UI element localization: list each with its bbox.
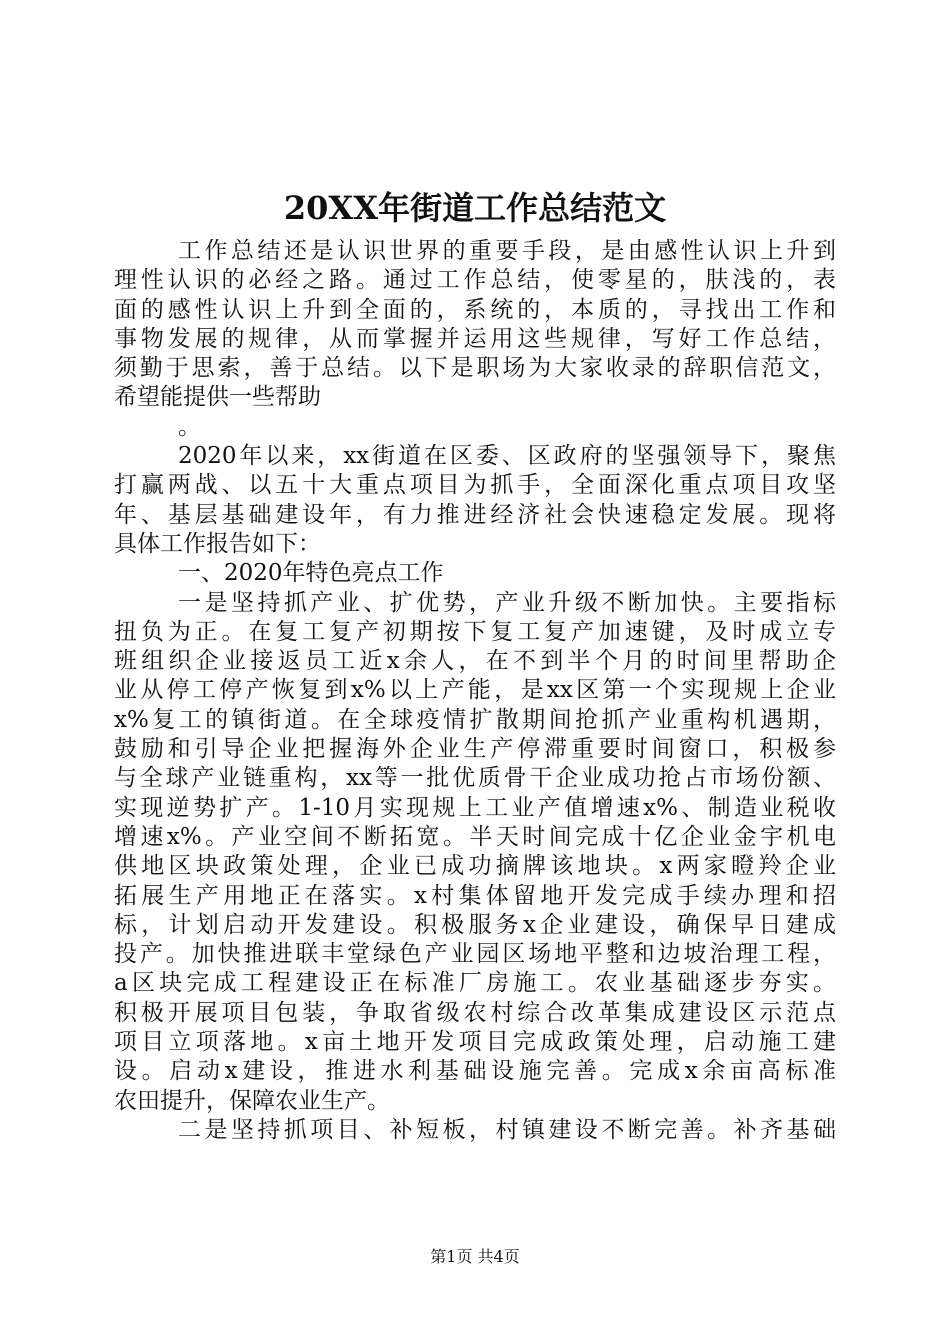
paragraph-line: 具体工作报告如下： — [114, 530, 321, 557]
paragraph-line: 鼓励和引导企业把握海外企业生产停滞重要时间窗口，积极参 — [114, 736, 836, 763]
document-body — [114, 237, 836, 1145]
paragraph-line: 农田提升，保障农业生产。 — [114, 1087, 390, 1114]
paragraph-line: 供地区块政策处理，企业已成功摘牌该地块。x两家瞪羚企业 — [114, 853, 836, 880]
paragraph-line: x%复工的镇街道。在全球疫情扩散期间抢抓产业重构机遇期， — [114, 706, 836, 733]
paragraph-line: 业从停工停产恢复到x%以上产能，是xx区第一个实现规上企业 — [114, 677, 836, 704]
paragraph-line: 设。启动x建设，推进水利基础设施完善。完成x余亩高标准 — [114, 1058, 836, 1085]
paragraph-line: 理性认识的必经之路。通过工作总结，使零星的，肤浅的，表 — [114, 267, 836, 294]
paragraph-line: 事物发展的规律，从而掌握并运用这些规律，写好工作总结， — [114, 325, 836, 352]
paragraph-line: 拓展生产用地正在落实。x村集体留地开发完成手续办理和招 — [114, 882, 836, 909]
paragraph-line: 扭负为正。在复工复产初期按下复工复产加速键，及时成立专 — [114, 618, 836, 645]
paragraph-line: 项目立项落地。x亩土地开发项目完成政策处理，启动施工建 — [114, 1029, 836, 1056]
paragraph-line: 班组织企业接返员工近x余人，在不到半个月的时间里帮助企 — [114, 648, 836, 675]
paragraph-line: 增速x%。产业空间不断拓宽。半天时间完成十亿企业金宇机电 — [114, 823, 836, 850]
paragraph-line: 面的感性认识上升到全面的，系统的，本质的，寻找出工作和 — [114, 296, 836, 323]
paragraph-line: 一是坚持抓产业、扩优势，产业升级不断加快。主要指标 — [178, 589, 836, 616]
paragraph-line: 年、基层基础建设年，有力推进经济社会快速稳定发展。现将 — [114, 501, 836, 528]
paragraph-line: 二是坚持抓项目、补短板，村镇建设不断完善。补齐基础 — [178, 1116, 836, 1143]
paragraph-line: 2020年以来，xx街道在区委、区政府的坚强领导下，聚焦 — [178, 443, 836, 470]
paragraph-line: 与全球产业链重构，xx等一批优质骨干企业成功抢占市场份额、 — [114, 765, 836, 792]
paragraph-line: 工作总结还是认识世界的重要手段，是由感性认识上升到 — [178, 238, 836, 264]
paragraph-line: 实现逆势扩产。1-10月实现规上工业产值增速x%、制造业税收 — [114, 794, 836, 821]
paragraph-line: 须勤于思索，善于总结。以下是职场为大家收录的辞职信范文， — [114, 355, 836, 382]
paragraph-line: a区块完成工程建设正在标准厂房施工。农业基础逐步夯实。 — [114, 970, 836, 997]
paragraph-line: 标，计划启动开发建设。积极服务x企业建设，确保早日建成 — [114, 911, 836, 938]
page-number: 第1页 共4页 — [430, 1247, 520, 1266]
paragraph-line: 。 — [178, 413, 201, 440]
section-heading: 一、2020年特色亮点工作 — [178, 560, 444, 587]
paragraph-line: 打赢两战、以五十大重点项目为抓手，全面深化重点项目攻坚 — [114, 472, 836, 499]
paragraph-line: 积极开展项目包装，争取省级农村综合改革集成建设区示范点 — [114, 999, 836, 1026]
paragraph-line: 投产。加快推进联丰堂绿色产业园区场地平整和边坡治理工程， — [114, 941, 836, 968]
document-title: 20XX年街道工作总结范文 — [283, 189, 667, 227]
paragraph-line: 希望能提供一些帮助 — [114, 384, 321, 411]
